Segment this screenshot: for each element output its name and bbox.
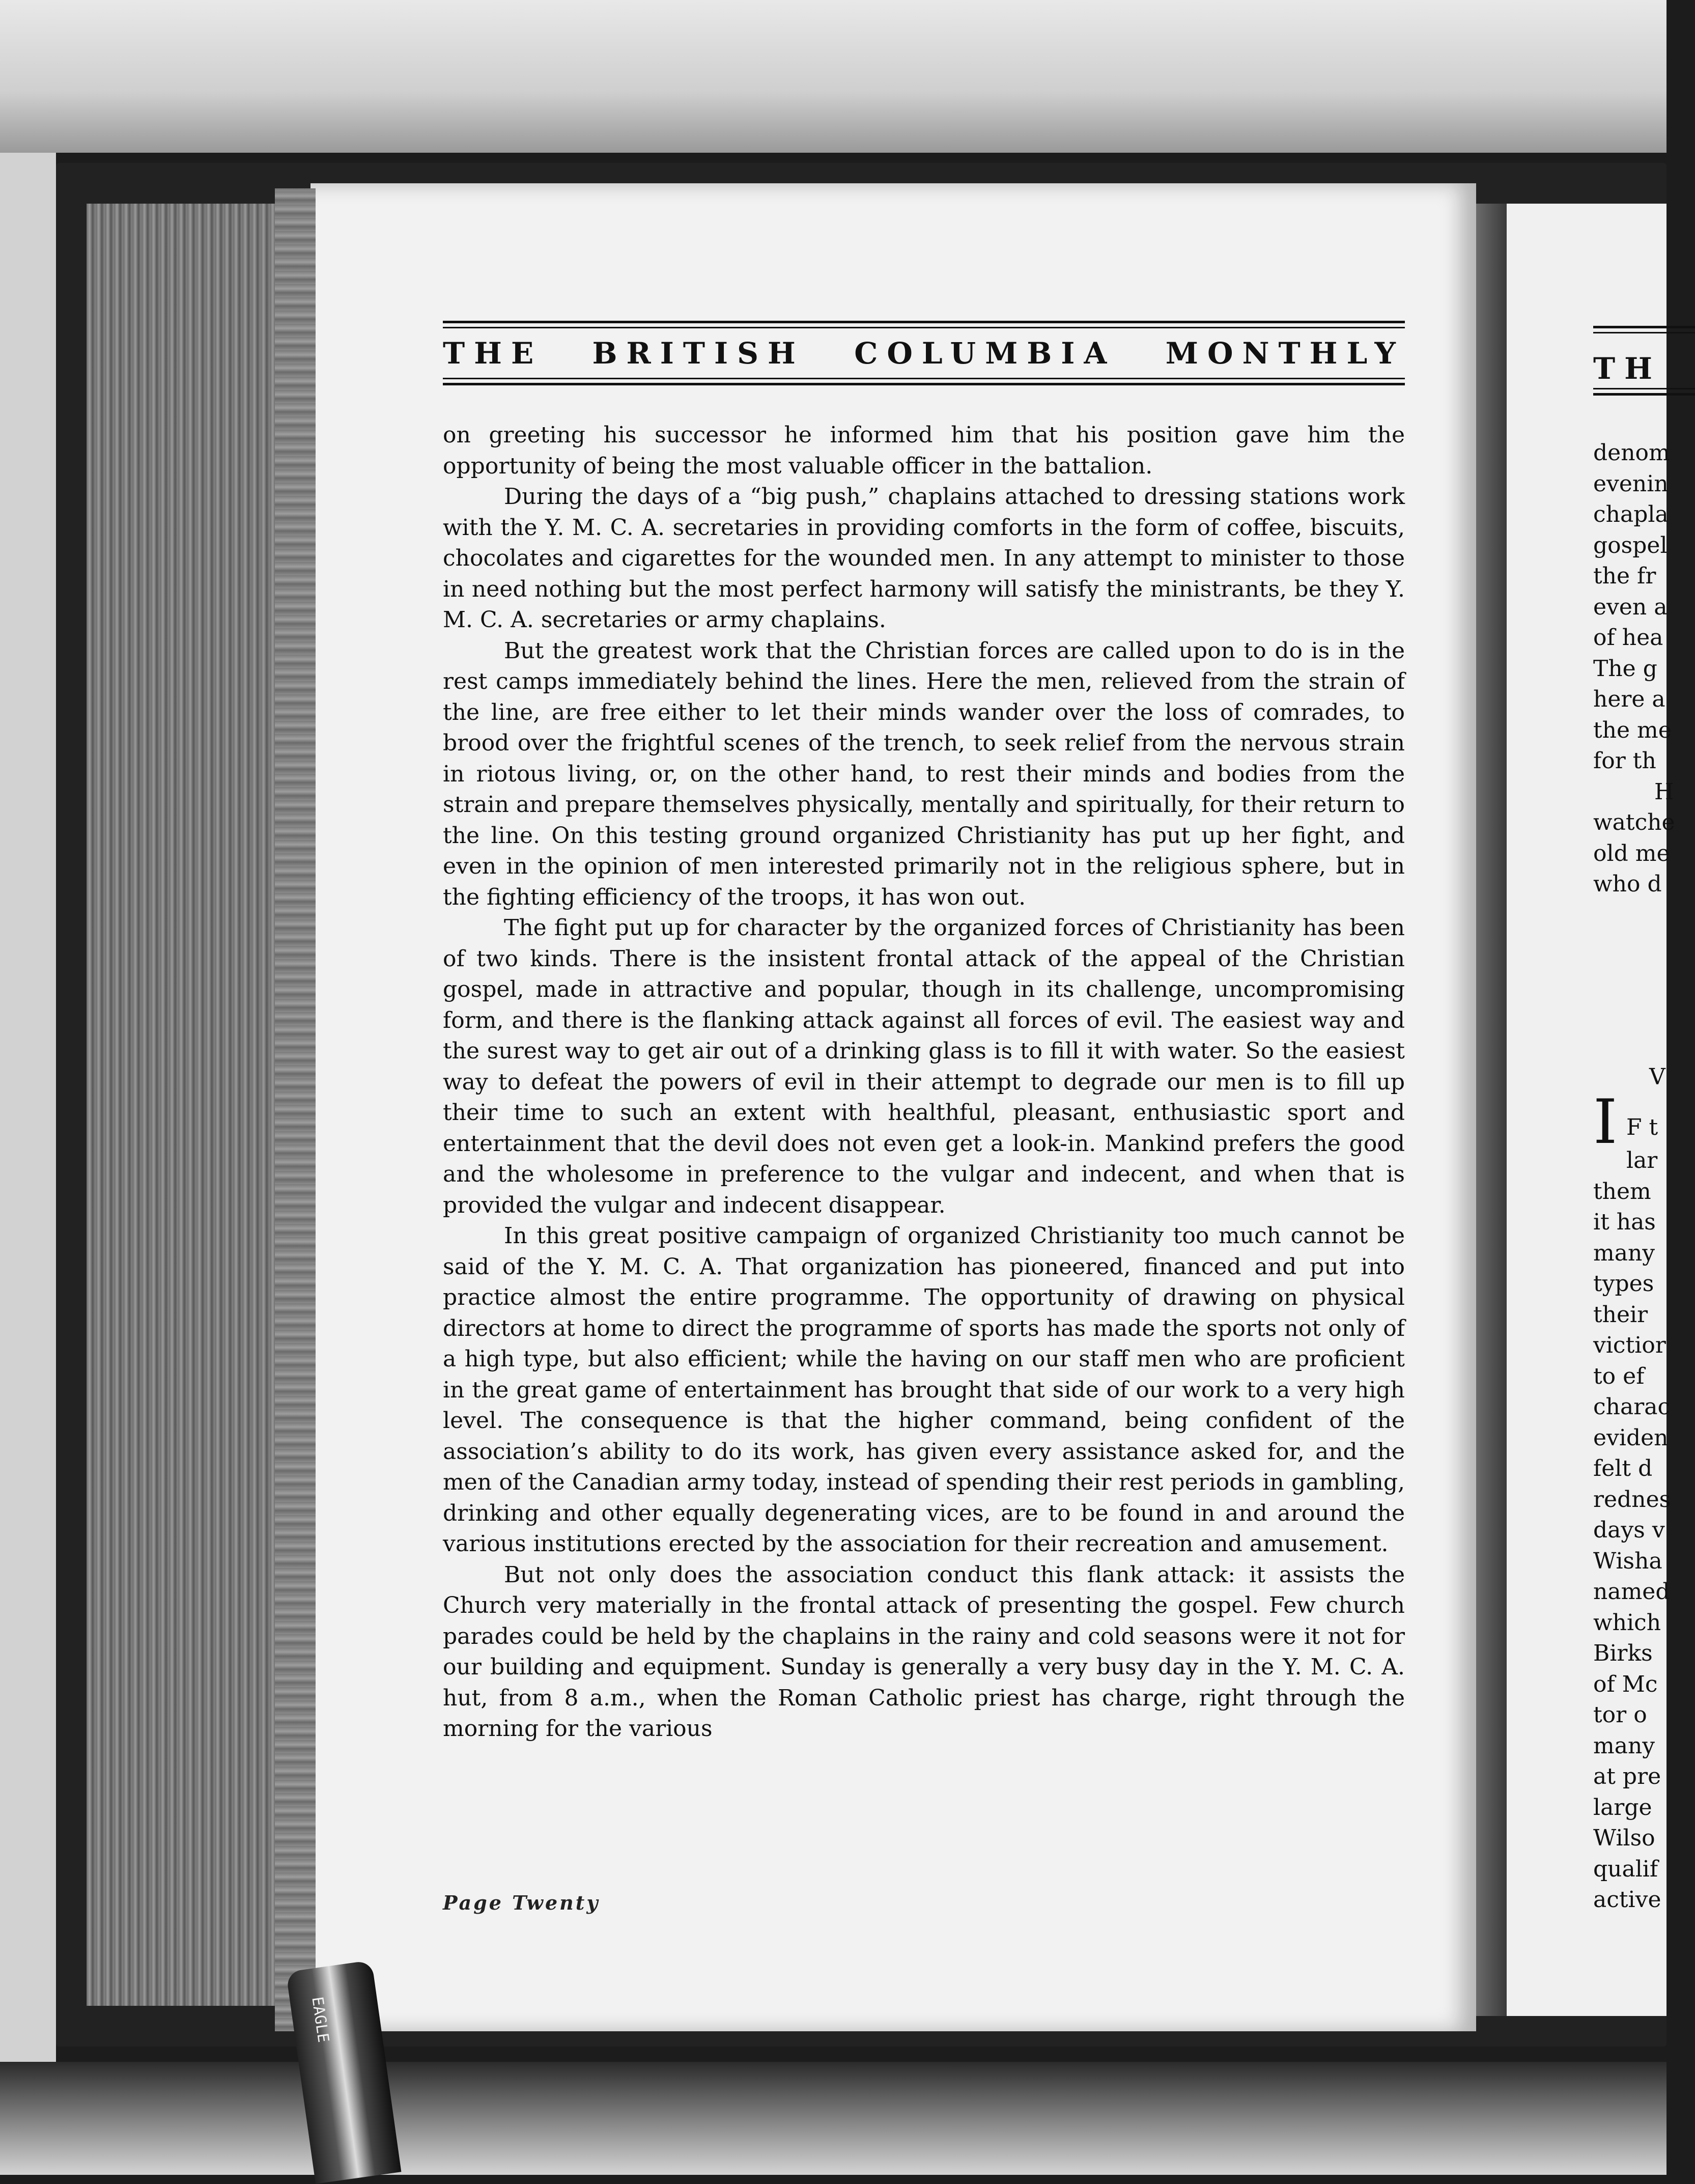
right-line: gospel <box>1593 532 1668 558</box>
header-word: THE <box>443 336 543 371</box>
right-line: watche <box>1593 809 1675 835</box>
right-line: eviden <box>1593 1424 1669 1451</box>
right-line: The g <box>1593 655 1657 682</box>
right-line: the me <box>1593 717 1672 743</box>
right-line: of hea <box>1593 625 1663 651</box>
right-column-bottom <box>1593 1145 1671 1916</box>
page-gutter <box>275 188 316 2031</box>
right-line: tor o <box>1593 1702 1647 1728</box>
background-left <box>0 153 56 2062</box>
right-line: H <box>1654 778 1674 805</box>
right-line: to ef <box>1593 1363 1645 1389</box>
article-body <box>443 420 1405 1745</box>
background-bottom <box>0 2062 1666 2175</box>
paragraph: But not only does the association conduct this flank attack: it assists the Church very materially in the frontal attack of presenting the gospel. Few church parades could be held by the chaplains in the rainy and cold seasons were it not for our building and equipment. Sunday is generally a very busy day in the Y. M. C. A. hut, from 8 a.m., when the Roman Catholic priest has charge, right through the morning for the various <box>443 1561 1405 1742</box>
right-line: their <box>1593 1301 1648 1328</box>
right-line: rednes <box>1593 1486 1671 1513</box>
right-line: chapla <box>1593 501 1669 527</box>
right-first-line: F t <box>1626 1114 1658 1140</box>
right-line: who d <box>1593 871 1662 897</box>
paragraph: on greeting his successor he informed him that his position gave him the opportunity of being the most valuable officer in the battalion. <box>443 422 1405 479</box>
right-line: which <box>1593 1609 1661 1636</box>
book-spine <box>1476 204 1507 2016</box>
right-line: Wilso <box>1593 1825 1655 1851</box>
pencil-label: EAGLE <box>308 1996 332 2044</box>
paragraph: The fight put up for character by the organized forces of Christianity has been of two kinds. There is the insistent frontal attack of the appeal of the Christian gospel, made in attractive and popular, though in its challenge, uncompromising form, and there is the flanking attack against all forces of evil. The easiest way and the surest way to get air out of a drinking glass is to fill it with water. So the easiest way to defeat the powers of evil in their attempt to degrade our men is to fill up their time to such an extent with healthful, pleasant, enthusiastic sport and entertainment that the devil does not even get a look-in. Mankind prefers the good and the wholesome in preference to the vulgar and indecent, and when that is provided the vulgar and indecent disappear. <box>443 915 1405 1218</box>
right-line: at pre <box>1593 1763 1661 1789</box>
right-line: days v <box>1593 1517 1665 1543</box>
right-header-title: TH <box>1593 351 1661 386</box>
right-line: denom <box>1593 440 1670 466</box>
header-word: BRITISH <box>592 336 805 371</box>
right-line: many <box>1593 1240 1655 1266</box>
right-line: active <box>1593 1887 1661 1913</box>
right-line: lar <box>1626 1147 1658 1173</box>
right-line: them <box>1593 1178 1651 1205</box>
right-line: here a <box>1593 686 1665 712</box>
right-line: Birks <box>1593 1640 1653 1666</box>
right-line: large <box>1593 1794 1652 1821</box>
right-line: evenin <box>1593 470 1669 497</box>
right-column-top <box>1593 438 1675 900</box>
right-line: even a <box>1593 594 1668 620</box>
right-line: of Mc <box>1593 1671 1658 1697</box>
right-line: victior <box>1593 1332 1666 1358</box>
right-line: named <box>1593 1579 1670 1605</box>
right-line: it has <box>1593 1209 1656 1235</box>
right-line: the fr <box>1593 563 1656 589</box>
right-line: old me <box>1593 840 1670 866</box>
drop-cap: I <box>1593 1087 1618 1158</box>
right-running-header <box>1593 326 1666 392</box>
right-section-heading: V <box>1649 1064 1665 1090</box>
background-top <box>0 0 1666 153</box>
right-line: many <box>1593 1732 1655 1759</box>
paragraph: But the greatest work that the Christian forces are called upon to do is in the rest camps immediately behind the lines. Here the men, relieved from the strain of the line, are free either to let their minds wander over the loss of comrades, to brood over the frightful scenes of the trench, to seek relief from the nervous strain in riotous living, or, on the other hand, to rest their minds and bodies from the strain and prepare themselves physically, mentally and spiritually, for their return to the line. On this testing ground organized Christianity has put up her fight, and even in the opinion of men interested primarily not in the religious sphere, but in the fighting efficiency of the troops, it has won out. <box>443 637 1405 910</box>
right-line: felt d <box>1593 1455 1653 1481</box>
journal-title <box>443 336 1405 371</box>
right-line: charac <box>1593 1394 1671 1420</box>
page-number: Page Twenty <box>443 1891 600 1914</box>
header-word: MONTHLY <box>1165 336 1405 371</box>
right-line: types <box>1593 1271 1654 1297</box>
paragraph: During the days of a “big push,” chaplains attached to dressing stations work with the Y. M. C. A. secretaries in providing comforts in the form of coffee, biscuits, chocolates and cigarettes for the wounded men. In any attempt to minister to those in need nothing but the most perfect harmony will satisfy the ministrants, be they Y. M. C. A. secretaries or army chaplains. <box>443 484 1405 633</box>
right-line: Wisha <box>1593 1548 1662 1574</box>
right-line: qualif <box>1593 1856 1658 1882</box>
paragraph: In this great positive campaign of organized Christianity too much cannot be said of the Y. M. C. A. That organization has pioneered, financed and put into practice almost the entire programme. The opportunity of drawing on physical directors at home to direct the programme of sports has made the sports not only of a high type, but also efficient; while the having on our staff men who are proficient in the great game of entertainment has brought that side of our work to a very high level. The consequence is that the higher command, being confident of the association’s ability to do its work, has given every assistance asked for, and the men of the Canadian army today, instead of spending their rest periods in gambling, drinking and other equally degenerating vices, are to be found in and around the various institutions erected by the association for their recreation and amusement. <box>443 1223 1405 1557</box>
right-line: for th <box>1593 748 1656 774</box>
header-word: COLUMBIA <box>854 336 1116 371</box>
running-header <box>443 321 1405 387</box>
